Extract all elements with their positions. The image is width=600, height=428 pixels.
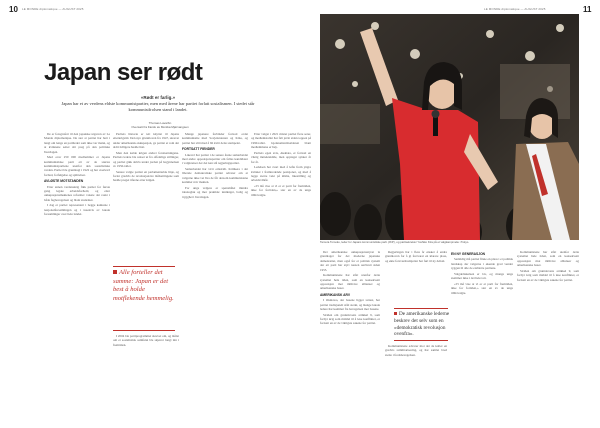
photo-image <box>320 14 579 240</box>
body-column-4: Etter valget i 2021 mistet partiet flere seter, og medlemstallet har falt jevnt siden toppen på 1990-tallet. Gjennomsnittsalderen blant medlemmene er høy. Partiets egen avis, Akahata, er fortsatt en viktig inntektskilde, men opplaget synker år for år. Ledelsen har svart med å løfte frem yngre kvinner i fremtredende posisjoner, og med å legge større vekt på klima, likestilling og arbeidsvilkår. «Vi må vise at vi er et parti for fremtiden, ikke for fortiden,» sier en av de unge tillitsvalgte. <box>251 132 311 197</box>
byline <box>100 121 220 129</box>
body-column-5: Det amerikanske okkupasjonsstyret la grunnlaget for det moderne japanske demokratiet, men også for et politisk system der ett parti har styrt nesten uavbrutt siden 1955. Kommunistene har stått utenfor dette systemet hele tiden, som en konsekvent opposisjon mot militære allianser og amerikanske baser. AMERIKANSK ARV I Okinawa, der basene ligger tettest, har partiet tradisjonelt stått sterkt, og mange lokale ledere har kommet fra bevegelsen mot basene. Striden om grunnlovens artikkel 9, som forbyr krig som middel til å løse konflikter, er fortsatt en av de viktigste sakene for partiet. <box>320 250 380 326</box>
running-head-right: LE MONDE diplomatique — AUGUST 2025 <box>484 7 546 11</box>
page-number-left: 10 <box>9 5 18 14</box>
pull-quote-right: De amerikanske lederne beskrev det selv som en «demokratisk revolusjon ovenfra». <box>394 311 450 338</box>
pull-quote-left: Alle forteller det samme: Japan er det best å holde motflekende hemmelig. <box>113 269 174 302</box>
standfirst-text: Japan har et av verdens eldste kommunistpartier, men med årene har partiet forlatt sosialismen. I stedet står kommunistfrolsen stand i landet. <box>61 101 255 112</box>
body-column-2a: Partiets historie er tett knyttet til Japans etterkrigstid. Den nye grunnloven fra 1947, skrevet under amerikansk okkupasjon, ga partiet et rom det aldri tidligere hadde hatt. Men den kalde krigen endret forutsetningene. Partiets ledere ble renset ut fra offentlige stillinger, og partiet gikk delvis under jorden på begynnelsen av 1950-tallet. Senere valgte partiet en parlamentarisk linje, og forlot gradvis de revolusjonære målsettingene som hadde preget tiårene etter krigen. <box>113 132 179 183</box>
photo-rally <box>320 14 579 240</box>
byline-note: Oversatt fra fransk av Monika Mjørvangsen <box>131 125 189 129</box>
quote-square-icon <box>394 312 397 315</box>
quote-rule <box>394 340 448 341</box>
body-column-7: EN NY GENERASJON Samtidig må partiet finne en plass i et politisk landskap der velgerne i økende grad vender ryggen til alle de etablerte partiene. Valgdeltakelsen er lav, og mange unge stemmer ikke i det hele tatt. «Vi må vise at vi er et parti for fremtiden, ikke for fortiden,» sier en av de unge tillitsvalgte. <box>451 252 513 295</box>
standfirst-kicker: «Rødt er farlig.» <box>140 95 176 100</box>
standfirst <box>58 95 258 113</box>
running-head-left: LE MONDE diplomatique — AUGUST 2025 <box>22 7 84 11</box>
body-column-8: Kommunistene har stått utenfor dette systemet hele tiden, som en konsekvent opposisjon mot militære allianser og amerikanske baser. Striden om grunnlovens artikkel 9, som forbyr krig som middel til å løse konflikter, er fortsatt en av de viktigste sakene for partiet. <box>517 250 579 282</box>
quote-rule <box>113 330 175 331</box>
body-column-2b: I 2004 ble partiprogrammet skrevet om, og målet om et sosialistisk samfunn ble skjøvet langt inn i fremtiden. <box>113 334 179 347</box>
quote-rule <box>113 266 175 267</box>
body-column-3: Mange japanere forbinder fortsatt ordet kommunisme med Sovjetunionen og Kina, og partiet har slitt med å bli kvitt dette stempelet. FORTSATT FIENDER Likevel har partiet i de senere årene samarbeidet med andre opposisjonspartier om felles kandidater i valgkretser der det kan slå regjeringspartiet. Samarbeidet har vært omstridt. Kritikere i det liberale demokratiske partiet advarer om at velgerne ikke vet hva de får dersom kommunistene kommer nær makten. For unge velgere er spørsmålet mindre ideologisk og mer praktisk: lønninger, bolig og trygghet i hverdagen. <box>182 132 248 199</box>
quote-rule <box>394 308 448 309</box>
headline: Japan ser rødt <box>44 59 203 86</box>
body-column-6a: Regjeringen har i flere år ønsket å endre grunnloven for å gi forsvaret en klarere plass, og økte forsvarsbudsjetter har ført til ny debatt. <box>385 250 447 263</box>
quote-square-icon <box>113 270 117 274</box>
body-column-6b: Kommunistene advarer mot det de kaller en gradvis remilitarisering, og har samlet bred støtte i fredsbevegelsen. <box>385 344 447 357</box>
subhead: EN NY GENERASJON <box>451 252 486 256</box>
byline-author: Thomas Lavarbn <box>148 121 172 125</box>
subhead: AVLØSTE MOTSTANDEN <box>44 179 84 184</box>
page-number-right: 11 <box>583 5 592 14</box>
photo-caption: Tamura Tomoko, leder for Japans kommunistiske parti (JKP), og partisekretær Yoshiko Kira på et valgkampmøte i Tokyo. <box>320 240 470 244</box>
subhead: AMERIKANSK ARV <box>320 292 351 297</box>
subhead: FORTSATT FIENDER <box>182 147 215 152</box>
body-column-1: De er fotografert til den japanske utgaven av Le Monde diplomatique. De sier at partiet har hatt i langt om lenge en partileder som ikke var mann, og at kvinnene setter sitt preg på den politiske hverdagen. Med over 250 000 medlemmer er Japans kommunistiske parti ett av de største kommunistpartiene utenfor den sosialistiske verden. Partiet ble grunnlagt i 1922 og har overlevd forbud, forfølgelse og splittelser. AVLØSTE MOTSTANDEN Etter annen verdenskrig fikk partiet for første gang legale arbeidsforhold, og etter okkupasjonsmaktenes reformer vokste det raskt i både fagbevegelsen og blant studenter. I dag er partiet representert i begge kamrene i nasjonalforsamlingen og i tusenvis av lokale forsamlinger over hele landet. <box>44 132 110 217</box>
